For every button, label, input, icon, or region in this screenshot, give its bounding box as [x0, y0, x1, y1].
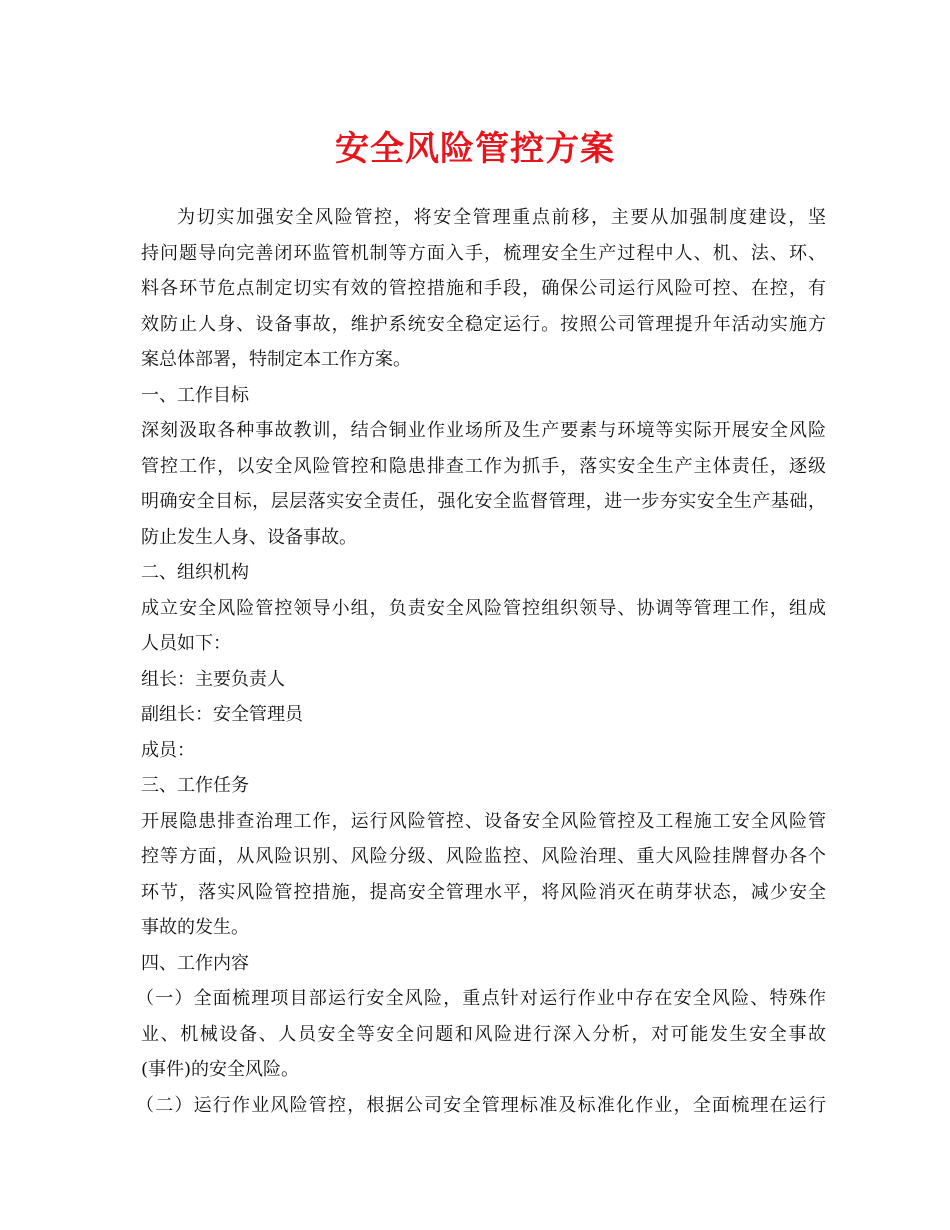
paragraph-line: 成立安全风险管控领导小组，负责安全风险管控组织领导、协调等管理工作，组成: [141, 597, 826, 619]
document-title: 安全风险管控方案: [335, 129, 615, 169]
paragraph-line: 控等方面，从风险识别、风险分级、风险监控、风险治理、重大风险挂牌督办各个: [141, 846, 826, 867]
paragraph-line: 持问题导向完善闭环监管机制等方面入手，梳理安全生产过程中人、机、法、环、: [141, 242, 826, 264]
paragraph-line: 明确安全目标，层层落实安全责任，强化安全监督管理，进一步夯实安全生产基础，: [141, 491, 826, 512]
paragraph-line: （一）全面梳理项目部运行安全风险，重点针对运行作业中存在安全风险、特殊作: [136, 988, 826, 1009]
paragraph-line: 组长：主要负责人: [141, 668, 285, 690]
paragraph-line: 料各环节危点制定切实有效的管控措施和手段，确保公司运行风险可控、在控，有: [141, 278, 826, 299]
section-heading: 三、工作任务: [141, 775, 249, 796]
paragraph-line: 副组长：安全管理员: [141, 704, 303, 725]
paragraph-line: 成员：: [141, 739, 195, 761]
paragraph-line: 人员如下：: [141, 633, 231, 654]
paragraph-line: 深刻汲取各种事故教训，结合铜业作业场所及生产要素与环境等实际开展安全风险: [141, 420, 826, 441]
paragraph-line: （二）运行作业风险管控，根据公司安全管理标准及标准化作业，全面梳理在运行: [136, 1094, 826, 1116]
section-heading: 一、工作目标: [141, 384, 249, 406]
paragraph-line: 业、机械设备、人员安全等安全问题和风险进行深入分析，对可能发生安全事故: [141, 1023, 826, 1045]
paragraph-line: 为切实加强安全风险管控，将安全管理重点前移，主要从加强制度建设，坚: [177, 207, 826, 228]
paragraph-line: 开展隐患排查治理工作，运行风险管控、设备安全风险管控及工程施工安全风险管: [141, 810, 826, 832]
paragraph-line: (事件)的安全风险。: [141, 1059, 300, 1080]
paragraph-line: 事故的发生。: [141, 917, 249, 938]
paragraph-line: 管控工作，以安全风险管控和隐患排查工作为抓手，落实安全生产主体责任，逐级: [141, 455, 826, 477]
paragraph-line: 效防止人身、设备事故，维护系统安全稳定运行。按照公司管理提升年活动实施方: [141, 313, 826, 335]
document-body: [136, 200, 826, 1123]
section-heading: 四、工作内容: [141, 952, 249, 974]
section-heading: 二、组织机构: [141, 562, 249, 583]
paragraph-line: 环节，落实风险管控措施，提高安全管理水平，将风险消灭在萌芽状态，减少安全: [141, 881, 826, 903]
paragraph-line: 防止发生人身、设备事故。: [141, 526, 357, 548]
paragraph-line: 案总体部署，特制定本工作方案。: [141, 349, 411, 370]
